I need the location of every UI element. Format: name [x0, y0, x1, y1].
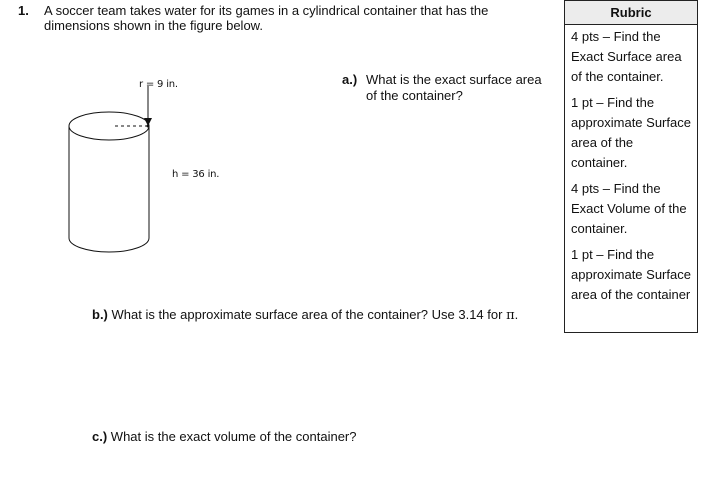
part-c-label: c.) — [92, 429, 108, 444]
question-text: A soccer team takes water for its games in a cylindrical container that has the dimensions shown in the figure below. — [44, 3, 489, 33]
rubric-title: Rubric — [565, 1, 697, 25]
part-a — [342, 72, 557, 104]
part-b-suffix: . — [514, 307, 519, 322]
rubric-box — [564, 0, 698, 333]
cylinder-top-ellipse — [69, 112, 149, 140]
question-number: 1. — [18, 3, 29, 18]
part-c-text: What is the exact volume of the container? — [110, 429, 357, 444]
cylinder-figure — [60, 72, 190, 262]
part-b-label: b.) — [92, 307, 108, 322]
part-c — [92, 429, 562, 445]
part-a-text-line1: What is the exact surface area — [366, 72, 542, 87]
radius-arrow-head — [144, 118, 152, 126]
part-b-text: What is the approximate surface area of the container? Use 3.14 for — [111, 307, 507, 322]
part-a-label: a.) — [342, 72, 358, 87]
rubric-item: 1 pt – Find the approximate Surface area of the container — [571, 247, 691, 302]
part-b — [92, 307, 562, 324]
radius-label: r = 9 in. — [139, 79, 178, 90]
rubric-item: 4 pts – Find the Exact Surface area of the container. — [571, 29, 682, 84]
rubric-item: 4 pts – Find the Exact Volume of the container. — [571, 181, 687, 236]
pi-symbol: π — [506, 308, 515, 323]
part-a-text-line2: of the container? — [366, 88, 463, 103]
height-label: h = 36 in. — [172, 169, 220, 180]
rubric-item: 1 pt – Find the approximate Surface area of the container. — [571, 95, 691, 170]
cylinder-bottom-arc — [69, 238, 149, 252]
